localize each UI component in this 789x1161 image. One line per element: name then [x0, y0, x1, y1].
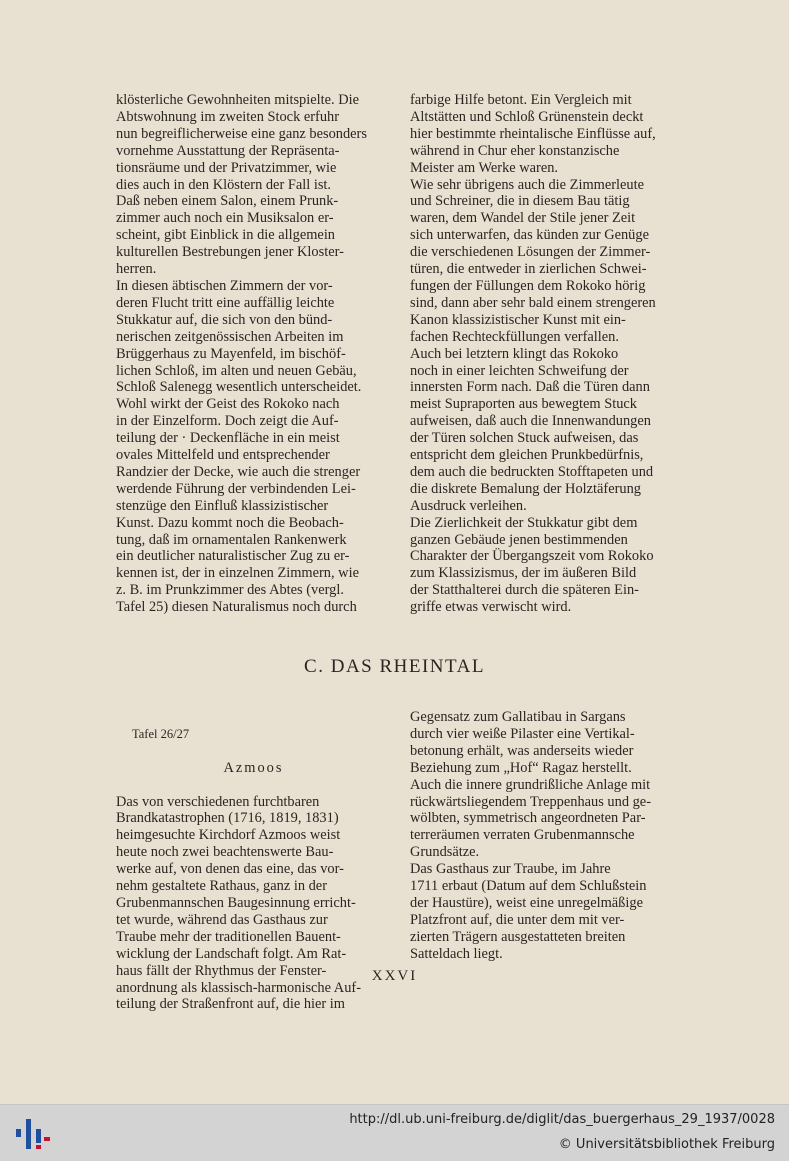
copyright-text: © Universitätsbibliothek Freiburg — [558, 1137, 775, 1152]
text-column-2: farbige Hilfe betont. Ein Vergleich mit Altstätten und Schloß Grünenstein deckt hier bestimmte rheintalische Einflüsse auf, während in Chur eher konstanzische Meister am Werke waren. Wie sehr übrigens auch die Zimmerleute und Schreiner, die in diesem Bau tätig waren, dem Wandel der Stile jener Zeit sich unterwarfen, das künden zur Genüge die verschiedenen Lösungen der Zimmer- türen, die entweder in zierlichen Schwei- fungen der Füllungen dem Rokoko hörig sind, dann aber sehr bald einem strengeren Kanon klassizistischer Kunst mit ein- fachen Rechteckfüllungen verfallen. Auch bei letztern klingt das Rokoko noch in einer leichten Schweifung der innersten Form nach. Daß die Türen dann meist Supraporten aus bewegtem Stuck aufweisen, daß auch die Innenwandungen der Türen solchen Stuck aufweisen, das entspricht dem gleichen Prunkbedürfnis, dem auch die bedruckten Stofftapeten und die diskrete Bemalung der Holztäferung Ausdruck verleihen. Die Zierlichkeit der Stukkatur gibt dem ganzen Gebäude jenen bestimmenden Charakter der Übergangszeit vom Rokoko zum Klassizismus, der im äußeren Bild der Statthalterei durch die späteren Ein- griffe etwas verwischt wird. — [410, 92, 656, 616]
plate-reference: Tafel 26/27 — [132, 726, 190, 741]
source-url-link[interactable]: http://dl.ub.uni-freiburg.de/diglit/das_buergerhaus_29_1937/0028 — [349, 1112, 775, 1127]
section-heading: C. DAS RHEINTAL — [304, 656, 485, 677]
ub-freiburg-logo-icon — [12, 1115, 52, 1153]
place-heading: Azmoos — [223, 759, 284, 776]
text-column-4: Gegensatz zum Gallatibau in Sargans durch vier weiße Pilaster eine Vertikal- betonung erhält, was anderseits wieder Beziehung zum „Hof“ Ragaz herstellt. Auch die innere grundrißliche Anlage mit rückwärtsliegendem Treppenhaus und ge- wölbten, symmetrisch angeordneten Par- terreräumen verraten Grubenmannsche Grundsätze. Das Gasthaus zur Traube, im Jahre 1711 erbaut (Datum auf dem Schlußstein der Haustüre), weist eine unregelmäßige Platzfront auf, die unter dem mit ver- zierten Trägern ausgestatteten breiten Satteldach liegt. — [410, 709, 651, 962]
text-column-1: klösterliche Gewohnheiten mitspielte. Die Abtswohnung im zweiten Stock erfuhr nun begreiflicherweise eine ganz besonders vornehme Ausstattung der Repräsenta- tionsräume und der Privatzimmer, wie dies auch in den Klöstern der Fall ist. Daß neben einem Salon, einem Prunk- zimmer auch noch ein Musiksalon er- scheint, gibt Einblick in die allgemein kulturellen Bestrebungen jener Kloster- herren. In diesen äbtischen Zimmern der vor- deren Flucht tritt eine auffällig leichte Stukkatur auf, die sich von den bünd- nerischen zeitgenössischen Arbeiten im Brüggerhaus zu Mayenfeld, im bischöf- lichen Schloß, im alten und neuen Gebäu, Schloß Salenegg wesentlich unterscheidet. Wohl wirkt der Geist des Rokoko nach in der Einzelform. Doch zeigt die Auf- teilung der · Deckenfläche in ein meist ovales Mittelfeld und entsprechender Randzier der Decke, wie auch die strenger werdende Führung der verbindenden Lei- stenzüge den Einfluß klassizistischer Kunst. Dazu kommt noch die Beobach- tung, daß im ornamentalen Rankenwerk ein deutlicher naturalistischer Zug zu er- kennen ist, der in einzelnen Zimmern, wie z. B. im Prunkzimmer des Abtes (vergl. Tafel 25) diesen Naturalismus noch durch — [116, 92, 367, 616]
text-column-3-body: Das von verschiedenen furchtbaren Brandkatastrophen (1716, 1819, 1831) heimgesuchte Kirchdorf Azmoos weist heute noch zwei beachtenswerte Bau- werke auf, von denen das eine, das vor- nehm gestaltete Rathaus, ganz in der Grubenmannschen Baugesinnung erricht- tet wurde, während das Gasthaus zur Traube mehr der traditionellen Bauent- wicklung der Landschaft folgt. Am Rat- haus fällt der Rhythmus der Fenster- anordnung als klassisch-harmonische Auf- teilung der Straßenfront auf, die hier im — [116, 793, 361, 1013]
footer-bar — [0, 1104, 789, 1161]
page-number: XXVI — [371, 968, 418, 984]
